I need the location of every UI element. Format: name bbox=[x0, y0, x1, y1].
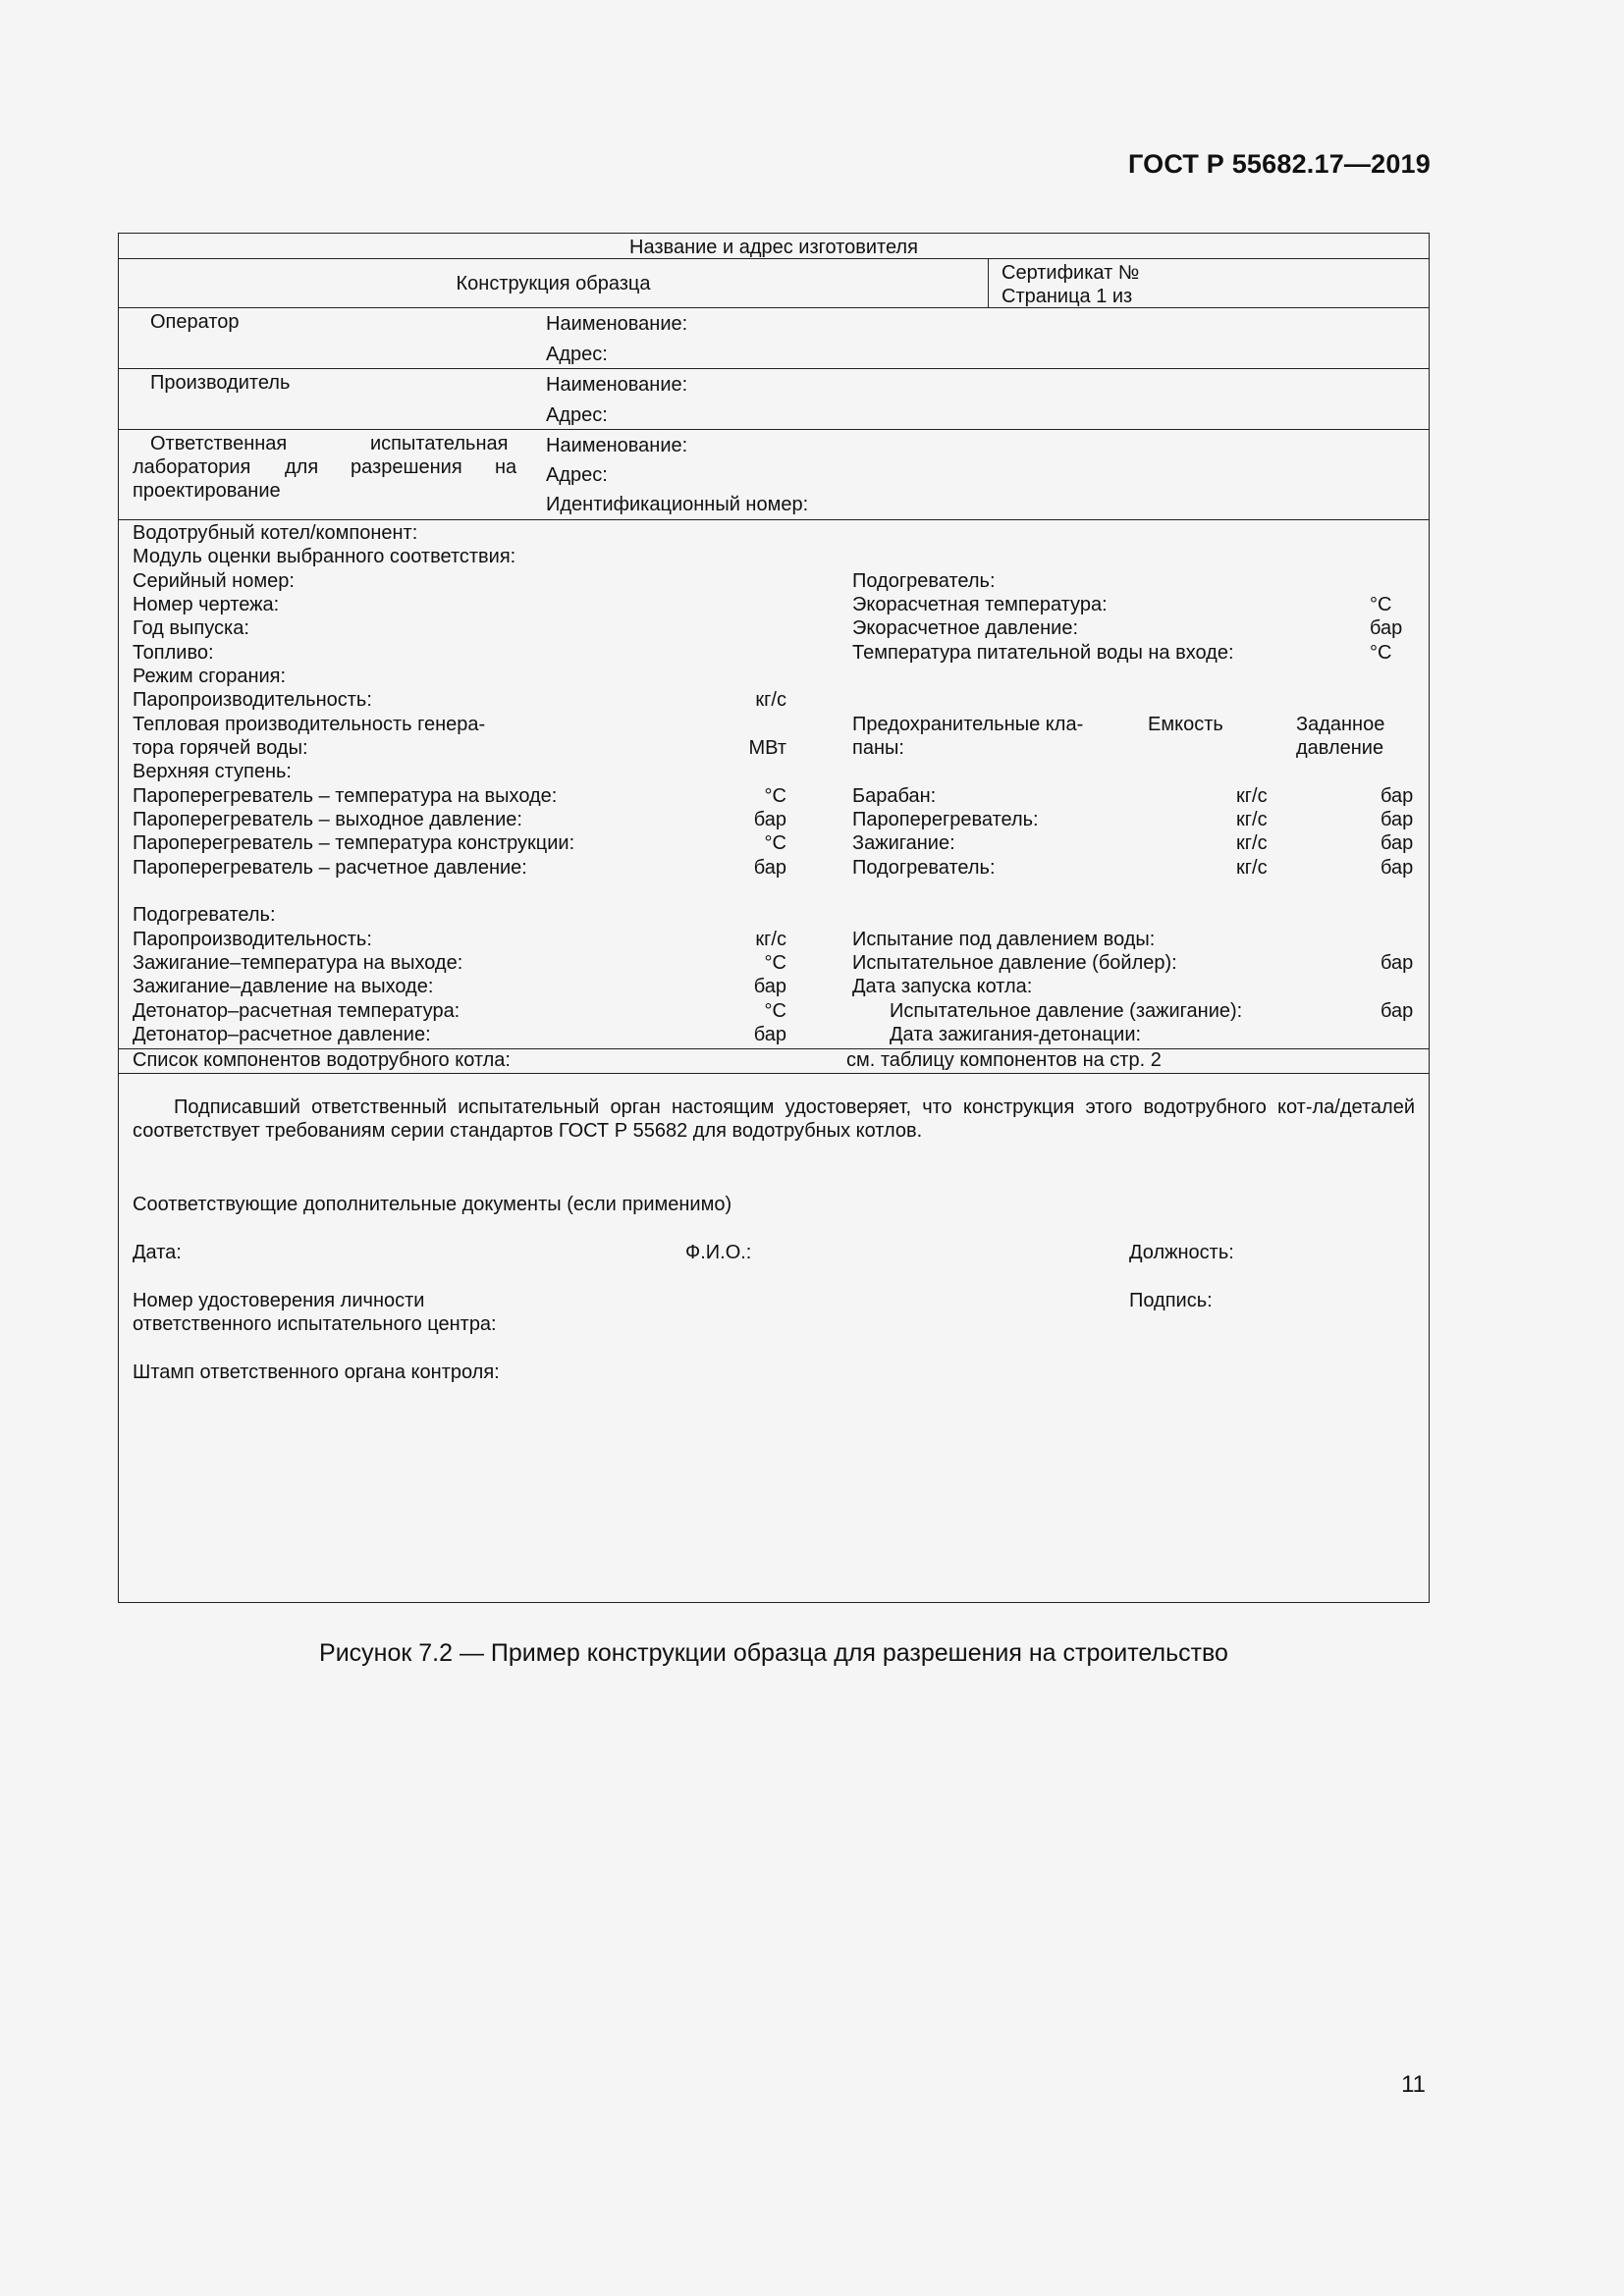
unit: кг/с bbox=[1236, 857, 1268, 879]
unit: бар bbox=[1380, 785, 1414, 807]
ign-temp-out-label: Зажигание–температура на выходе: bbox=[133, 952, 463, 974]
certificate-form bbox=[118, 233, 1430, 1603]
sh-temp-design-label: Пароперегреватель – температура конструкции: bbox=[133, 832, 575, 854]
det-temp-label: Детонатор–расчетная температура: bbox=[133, 1000, 460, 1022]
unit: бар bbox=[753, 1024, 786, 1045]
lab-address-label: Адрес: bbox=[546, 464, 608, 486]
date-label: Дата: bbox=[133, 1242, 182, 1263]
unit: бар bbox=[1370, 617, 1403, 639]
fio-label: Ф.И.О.: bbox=[685, 1242, 752, 1263]
manufacturer-title: Название и адрес изготовителя bbox=[629, 237, 918, 258]
unit: °C bbox=[764, 952, 786, 974]
feed-temp-label: Температура питательной воды на входе: bbox=[852, 642, 1234, 664]
unit: °C bbox=[764, 785, 786, 807]
divider bbox=[119, 1073, 1429, 1074]
position-label: Должность: bbox=[1129, 1242, 1234, 1263]
divider bbox=[119, 429, 1429, 430]
unit: бар bbox=[1380, 857, 1414, 879]
unit: кг/с bbox=[755, 689, 786, 711]
heater-label: Подогреватель: bbox=[133, 904, 276, 926]
drawing-label: Номер чертежа: bbox=[133, 594, 280, 615]
unit: кг/с bbox=[1236, 832, 1268, 854]
unit: бар bbox=[1380, 809, 1414, 830]
unit: °C bbox=[1370, 594, 1392, 615]
page-number: 11 bbox=[1401, 2071, 1426, 2098]
sh-press-out-label: Пароперегреватель – выходное давление: bbox=[133, 809, 522, 830]
eco-temp-label: Экорасчетная температура: bbox=[852, 594, 1108, 615]
valve-name: Подогреватель: bbox=[852, 857, 996, 879]
valves-label: паны: bbox=[852, 737, 904, 759]
ign-date-label: Дата зажигания-детонации: bbox=[890, 1024, 1142, 1045]
unit: °C bbox=[764, 832, 786, 854]
ign-press-out-label: Зажигание–давление на выходе: bbox=[133, 976, 434, 997]
module-label: Модуль оценки выбранного соответствия: bbox=[133, 546, 516, 567]
unit: °C bbox=[1370, 642, 1392, 664]
unit: бар bbox=[753, 857, 786, 879]
set-pressure-header: Заданное bbox=[1296, 714, 1385, 735]
divider bbox=[119, 368, 1429, 369]
document-standard-header: ГОСТ Р 55682.17—2019 bbox=[1128, 149, 1431, 179]
lab-label-word: на bbox=[495, 456, 517, 478]
heater-right-label: Подогреватель: bbox=[852, 570, 996, 592]
unit: бар bbox=[753, 976, 786, 997]
lab-name-label: Наименование: bbox=[546, 435, 688, 456]
hydro-test-label: Испытание под давлением воды: bbox=[852, 929, 1156, 950]
unit: кг/с bbox=[755, 929, 786, 950]
steam-capacity-label: Паропроизводительность: bbox=[133, 689, 372, 711]
heat-capacity-label: Тепловая производительность генера- bbox=[133, 714, 486, 735]
lab-label-word: проектирование bbox=[133, 480, 281, 502]
id-number-label: ответственного испытательного центра: bbox=[133, 1313, 497, 1335]
steam-capacity2-label: Паропроизводительность: bbox=[133, 929, 372, 950]
lab-label-word: лаборатория bbox=[133, 456, 251, 478]
operator-address-label: Адрес: bbox=[546, 344, 608, 365]
set-pressure-header: давление bbox=[1296, 737, 1384, 759]
fuel-label: Топливо: bbox=[133, 642, 214, 664]
declaration-paragraph: Подписавший ответственный испытательный орган настоящим удостоверяет, что конструкция этого водотрубного кот-ла/деталей соответствует требованиям серии стандартов ГОСТ Р 55682 для водотрубных котлов. bbox=[133, 1096, 1415, 1142]
unit: бар bbox=[1380, 952, 1414, 974]
unit: МВт bbox=[748, 737, 786, 759]
boiler-label: Водотрубный котел/компонент: bbox=[133, 522, 418, 544]
additional-docs-label: Соответствующие дополнительные документы (если применимо) bbox=[133, 1194, 732, 1215]
lab-label-word: Ответственная bbox=[150, 433, 288, 454]
certificate-number-label: Сертификат № bbox=[1001, 262, 1140, 284]
unit: кг/с bbox=[1236, 785, 1268, 807]
lab-label-word: для bbox=[285, 456, 319, 478]
unit: °C bbox=[764, 1000, 786, 1022]
year-label: Год выпуска: bbox=[133, 617, 249, 639]
id-number-label: Номер удостоверения личности bbox=[133, 1290, 425, 1311]
construction-label: Конструкция образца bbox=[456, 273, 651, 294]
eco-press-label: Экорасчетное давление: bbox=[852, 617, 1079, 639]
serial-label: Серийный номер: bbox=[133, 570, 295, 592]
det-press-label: Детонатор–расчетное давление: bbox=[133, 1024, 431, 1045]
valve-name: Барабан: bbox=[852, 785, 937, 807]
lab-label-word: разрешения bbox=[351, 456, 462, 478]
capacity-header: Емкость bbox=[1148, 714, 1223, 735]
manufacturer-name-label: Наименование: bbox=[546, 374, 688, 396]
start-date-label: Дата запуска котла: bbox=[852, 976, 1033, 997]
unit: бар bbox=[1380, 832, 1414, 854]
sh-temp-out-label: Пароперегреватель – температура на выходе: bbox=[133, 785, 558, 807]
signature-label: Подпись: bbox=[1129, 1290, 1213, 1311]
test-press-boiler-label: Испытательное давление (бойлер): bbox=[852, 952, 1177, 974]
lab-label-word: испытательная bbox=[370, 433, 509, 454]
divider bbox=[119, 519, 1429, 520]
unit: бар bbox=[1380, 1000, 1414, 1022]
stamp-label: Штамп ответственного органа контроля: bbox=[133, 1362, 500, 1383]
combustion-label: Режим сгорания: bbox=[133, 666, 287, 687]
lab-id-label: Идентификационный номер: bbox=[546, 494, 809, 515]
divider bbox=[119, 307, 1429, 308]
components-reference: см. таблицу компонентов на стр. 2 bbox=[846, 1049, 1162, 1071]
sh-press-design-label: Пароперегреватель – расчетное давление: bbox=[133, 857, 527, 879]
page-of-label: Страница 1 из bbox=[1001, 286, 1133, 307]
upper-stage-label: Верхняя ступень: bbox=[133, 761, 292, 782]
components-label: Список компонентов водотрубного котла: bbox=[133, 1049, 511, 1071]
heat-capacity-label: тора горячей воды: bbox=[133, 737, 308, 759]
figure-caption: Рисунок 7.2 — Пример конструкции образца для разрешения на строительство bbox=[319, 1639, 1228, 1667]
unit: бар bbox=[753, 809, 786, 830]
operator-label: Оператор bbox=[150, 311, 240, 333]
valves-label: Предохранительные кла- bbox=[852, 714, 1084, 735]
manufacturer-address-label: Адрес: bbox=[546, 404, 608, 426]
test-press-ign-label: Испытательное давление (зажигание): bbox=[890, 1000, 1243, 1022]
divider bbox=[988, 258, 989, 307]
manufacturer-label: Производитель bbox=[150, 372, 291, 394]
valve-name: Зажигание: bbox=[852, 832, 955, 854]
unit: кг/с bbox=[1236, 809, 1268, 830]
valve-name: Пароперегреватель: bbox=[852, 809, 1039, 830]
operator-name-label: Наименование: bbox=[546, 313, 688, 335]
